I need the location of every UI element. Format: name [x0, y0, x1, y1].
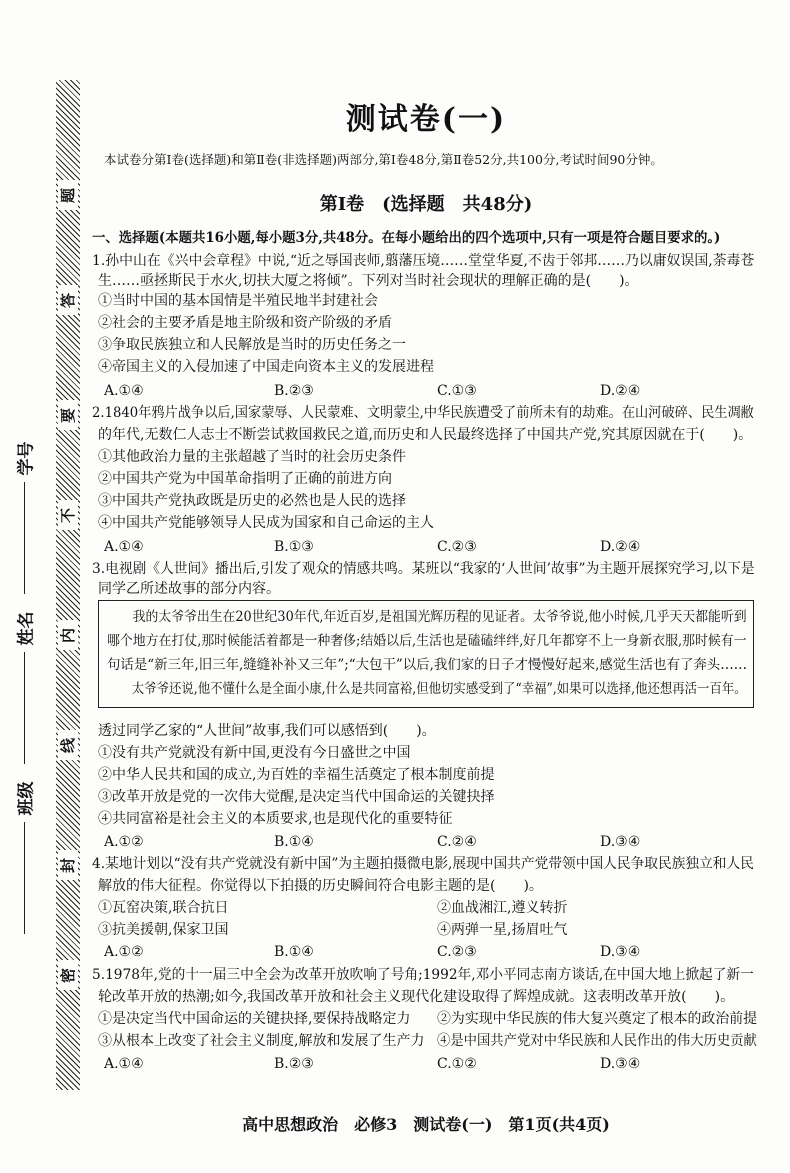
seal-char: 要 [58, 400, 78, 430]
binding-seal-strip [56, 80, 80, 1090]
material-line: 哪个地方在打仗,那时候能活着都是一种奢侈;结婚以后,生活也是磕磕绊绊,好几年都穿不上一身新衣服,那时候有一 [107, 633, 747, 649]
material-line: 太爷爷还说,他不懂什么是全面小康,什么是共同富裕,但他切实感受到了“幸福”,如果可以选择,他还想再活一百年。 [107, 681, 747, 697]
class-line [24, 822, 25, 934]
question-3-item: ②中华人民共和国的成立,为百姓的幸福生活奠定了根本制度前提 [98, 767, 495, 783]
part1-heading: 第Ⅰ卷 (选择题 共48分) [319, 194, 533, 215]
question-5-stem: 5.1978年,党的十一届三中全会为改革开放吹响了号角;1992年,邓小平同志南方谈话,在中国大地上掀起了新一 [92, 967, 754, 983]
question-2-item: ②中国共产党为中国革命指明了正确的前进方向 [98, 471, 392, 487]
name-label: 姓名 [16, 611, 37, 645]
question-5-item: ②为实现中华民族的伟大复兴奠定了根本的政治前提 [437, 1011, 758, 1027]
option-d[interactable]: D.③④ [600, 1056, 641, 1072]
option-a[interactable]: A.①④ [104, 539, 144, 555]
option-c[interactable]: C.①② [437, 1056, 477, 1072]
name-field[interactable] [4, 608, 44, 768]
question-4-item: ③抗美援朝,保家卫国 [98, 922, 229, 938]
seal-char: 密 [58, 960, 78, 990]
question-2-item: ④中国共产党能够领导人民成为国家和自己命运的主人 [98, 515, 434, 531]
seal-char: 不 [58, 500, 78, 530]
class-field[interactable] [4, 778, 44, 938]
question-4-stem: 解放的伟大征程。你觉得以下拍摄的历史瞬间符合电影主题的是( )。 [98, 878, 543, 894]
option-a[interactable]: A.①④ [104, 383, 144, 399]
option-b[interactable]: B.①③ [274, 539, 314, 555]
option-d[interactable]: D.②④ [600, 383, 641, 399]
material-box [98, 600, 754, 708]
seal-char: 题 [58, 180, 78, 210]
question-4-item: ④两弹一星,扬眉吐气 [437, 922, 568, 938]
option-a[interactable]: A.①② [104, 944, 144, 960]
question-4-stem: 4.某地计划以“没有共产党就没有新中国”为主题拍摄微电影,展现中国共产党带领中国人民争取民族独立和人民 [92, 856, 754, 872]
option-c[interactable]: C.②③ [437, 944, 477, 960]
question-1-item: ②社会的主要矛盾是地主阶级和资产阶级的矛盾 [98, 315, 392, 331]
question-3-item: ①没有共产党就没有新中国,更没有今日盛世之中国 [98, 745, 411, 761]
material-line: 我的太爷爷出生在20世纪30年代,年近百岁,是祖国光辉历程的见证者。太爷爷说,他小时候,几乎天天都能听到 [107, 609, 747, 625]
question-4-item: ①瓦窑决策,联合抗日 [98, 900, 229, 916]
name-line [24, 652, 25, 764]
option-b[interactable]: B.②③ [274, 383, 314, 399]
question-3-item: ④共同富裕是社会主义的本质要求,也是现代化的重要特征 [98, 811, 453, 827]
option-d[interactable]: D.③④ [600, 944, 641, 960]
question-2-stem: 的年代,无数仁人志士不断尝试救国救民之道,而历史和人民最终选择了中国共产党,究其原因就在于( )。 [98, 427, 753, 443]
question-3-item: ③改革开放是党的一次伟大觉醒,是决定当代中国命运的关键抉择 [98, 789, 495, 805]
question-5-item: ③从根本上改变了社会主义制度,解放和发展了生产力 [98, 1033, 425, 1049]
question-1-stem: 1.孙中山在《兴中会章程》中说,“近之辱国丧师,翦藩压境……堂堂华夏,不齿于邻邦……乃以庸奴误国,荼毒苍 [92, 253, 755, 269]
question-1-item: ④帝国主义的入侵加速了中国走向资本主义的发展进程 [98, 359, 434, 375]
exam-intro: 本试卷分第Ⅰ卷(选择题)和第Ⅱ卷(非选择题)两部分,第Ⅰ卷48分,第Ⅱ卷52分,共100分,考试时间90分钟。 [104, 152, 663, 167]
question-2-item: ①其他政治力量的主张超越了当时的社会历史条件 [98, 449, 406, 465]
student-number-field[interactable] [4, 438, 44, 598]
seal-char: 封 [58, 850, 78, 880]
seal-char: 答 [58, 285, 78, 315]
material-line: 句话是“新三年,旧三年,缝缝补补又三年”;“大包干”以后,我们家的日子才慢慢好起来,感觉生活也有了奔头…… [107, 657, 748, 673]
question-2-stem: 2.1840年鸦片战争以后,国家蒙辱、人民蒙难、文明蒙尘,中华民族遭受了前所未有的劫难。在山河破碎、民生凋敝 [92, 405, 754, 421]
question-5-item: ①是决定当代中国命运的关键抉择,要保持战略定力 [98, 1011, 411, 1027]
question-5-stem: 轮改革开放的热潮;如今,我国改革开放和社会主义现代化建设取得了辉煌成就。这表明改革开放( )。 [98, 989, 735, 1005]
option-a[interactable]: A.①② [104, 834, 144, 850]
option-c[interactable]: C.②③ [437, 539, 477, 555]
question-4-item: ②血战湘江,遵义转折 [437, 900, 568, 916]
seal-char: 内 [58, 620, 78, 650]
question-1-item: ①当时中国的基本国情是半殖民地半封建社会 [98, 293, 378, 309]
option-b[interactable]: B.①④ [274, 944, 314, 960]
option-c[interactable]: C.①③ [437, 383, 477, 399]
option-d[interactable]: D.③④ [600, 834, 641, 850]
class-label: 班级 [16, 781, 37, 815]
student-number-line [24, 482, 25, 594]
seal-char: 线 [58, 730, 78, 760]
option-d[interactable]: D.②④ [600, 539, 641, 555]
question-2-item: ③中国共产党执政既是历史的必然也是人民的选择 [98, 493, 406, 509]
option-b[interactable]: B.②③ [274, 1056, 314, 1072]
section-heading: 一、选择题(本题共16小题,每小题3分,共48分。在每小题给出的四个选项中,只有一项是符合题目要求的。) [92, 230, 721, 246]
page-title: 测试卷(一) [345, 102, 507, 137]
option-c[interactable]: C.②④ [437, 834, 477, 850]
question-1-stem: 生……亟拯斯民于水火,切扶大厦之将倾”。下列对当时社会现状的理解正确的是( )。 [98, 273, 639, 289]
option-a[interactable]: A.①④ [104, 1056, 144, 1072]
question-3-stem: 3.电视剧《人世间》播出后,引发了观众的情感共鸣。某班以“我家的‘人世间’故事”为主题开展探究学习,以下是 [92, 561, 755, 577]
question-1-item: ③争取民族独立和人民解放是当时的历史任务之一 [98, 337, 406, 353]
option-b[interactable]: B.①④ [274, 834, 314, 850]
question-5-item: ④是中国共产党对中华民族和人民作出的伟大历史贡献 [437, 1033, 757, 1049]
page-footer: 高中思想政治 必修3 测试卷(一) 第1页(共4页) [242, 1115, 610, 1134]
question-3-stem: 同学乙所述故事的部分内容。 [98, 581, 280, 597]
question-3-lead: 透过同学乙家的“人世间”故事,我们可以感悟到( )。 [98, 723, 436, 739]
student-number-label: 学号 [16, 441, 37, 475]
